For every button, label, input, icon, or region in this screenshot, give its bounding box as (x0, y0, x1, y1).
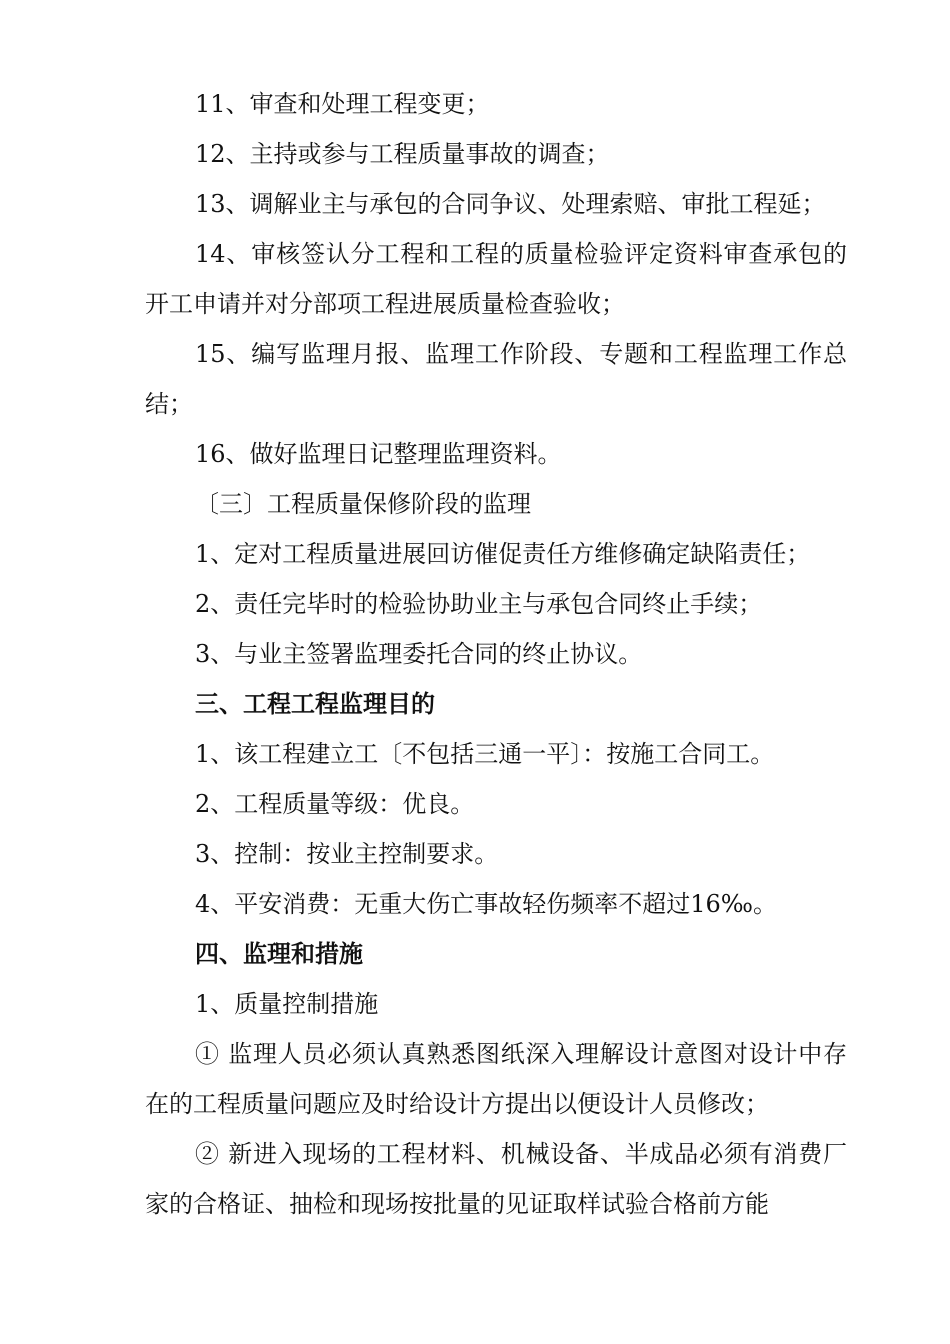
objective-item-3: 3、控制：按业主控制要求。 (195, 840, 499, 868)
paragraph-item-12: 12、主持或参与工程质量事故的调查； (195, 140, 610, 168)
section-title-warranty-stage: 〔三〕工程质量保修阶段的监理 (195, 490, 531, 518)
objective-item-2: 2、工程质量等级：优良。 (195, 790, 475, 818)
paragraph-item-15: 15、编写监理月报、监理工作阶段、专题和工程监理工作总结； (145, 340, 847, 418)
heading-supervision-objectives: 三、工程工程监理目的 (195, 689, 435, 718)
measure-quality-control-title: 1、质量控制措施 (195, 990, 379, 1018)
measure-item-circled-1: ① 监理人员必须认真熟悉图纸深入理解设计意图对设计中存在的工程质量问题应及时给设计方提出以便设计人员修改； (145, 1040, 847, 1118)
document-page (145, 79, 847, 1229)
paragraph-item-11: 11、审查和处理工程变更； (195, 90, 490, 118)
warranty-item-3: 3、与业主签署监理委托合同的终止协议。 (195, 640, 643, 668)
objective-item-4: 4、平安消费：无重大伤亡事故轻伤频率不超过16‰。 (195, 890, 778, 918)
measure-item-circled-2: ② 新进入现场的工程材料、机械设备、半成品必须有消费厂家的合格证、抽检和现场按批量的见证取样试验合格前方能 (145, 1140, 847, 1218)
objective-item-1: 1、该工程建立工〔不包括三通一平〕：按施工合同工。 (195, 740, 775, 768)
heading-supervision-measures: 四、监理和措施 (195, 939, 363, 968)
paragraph-item-16: 16、做好监理日记整理监理资料。 (195, 440, 562, 468)
paragraph-item-13: 13、调解业主与承包的合同争议、处理索赔、审批工程延； (195, 190, 826, 218)
warranty-item-2: 2、责任完毕时的检验协助业主与承包合同终止手续； (195, 590, 763, 618)
paragraph-item-14: 14、审核签认分工程和工程的质量检验评定资料审查承包的开工申请并对分部项工程进展质量检查验收； (145, 240, 847, 318)
warranty-item-1: 1、定对工程质量进展回访催促责任方维修确定缺陷责任； (195, 540, 811, 568)
